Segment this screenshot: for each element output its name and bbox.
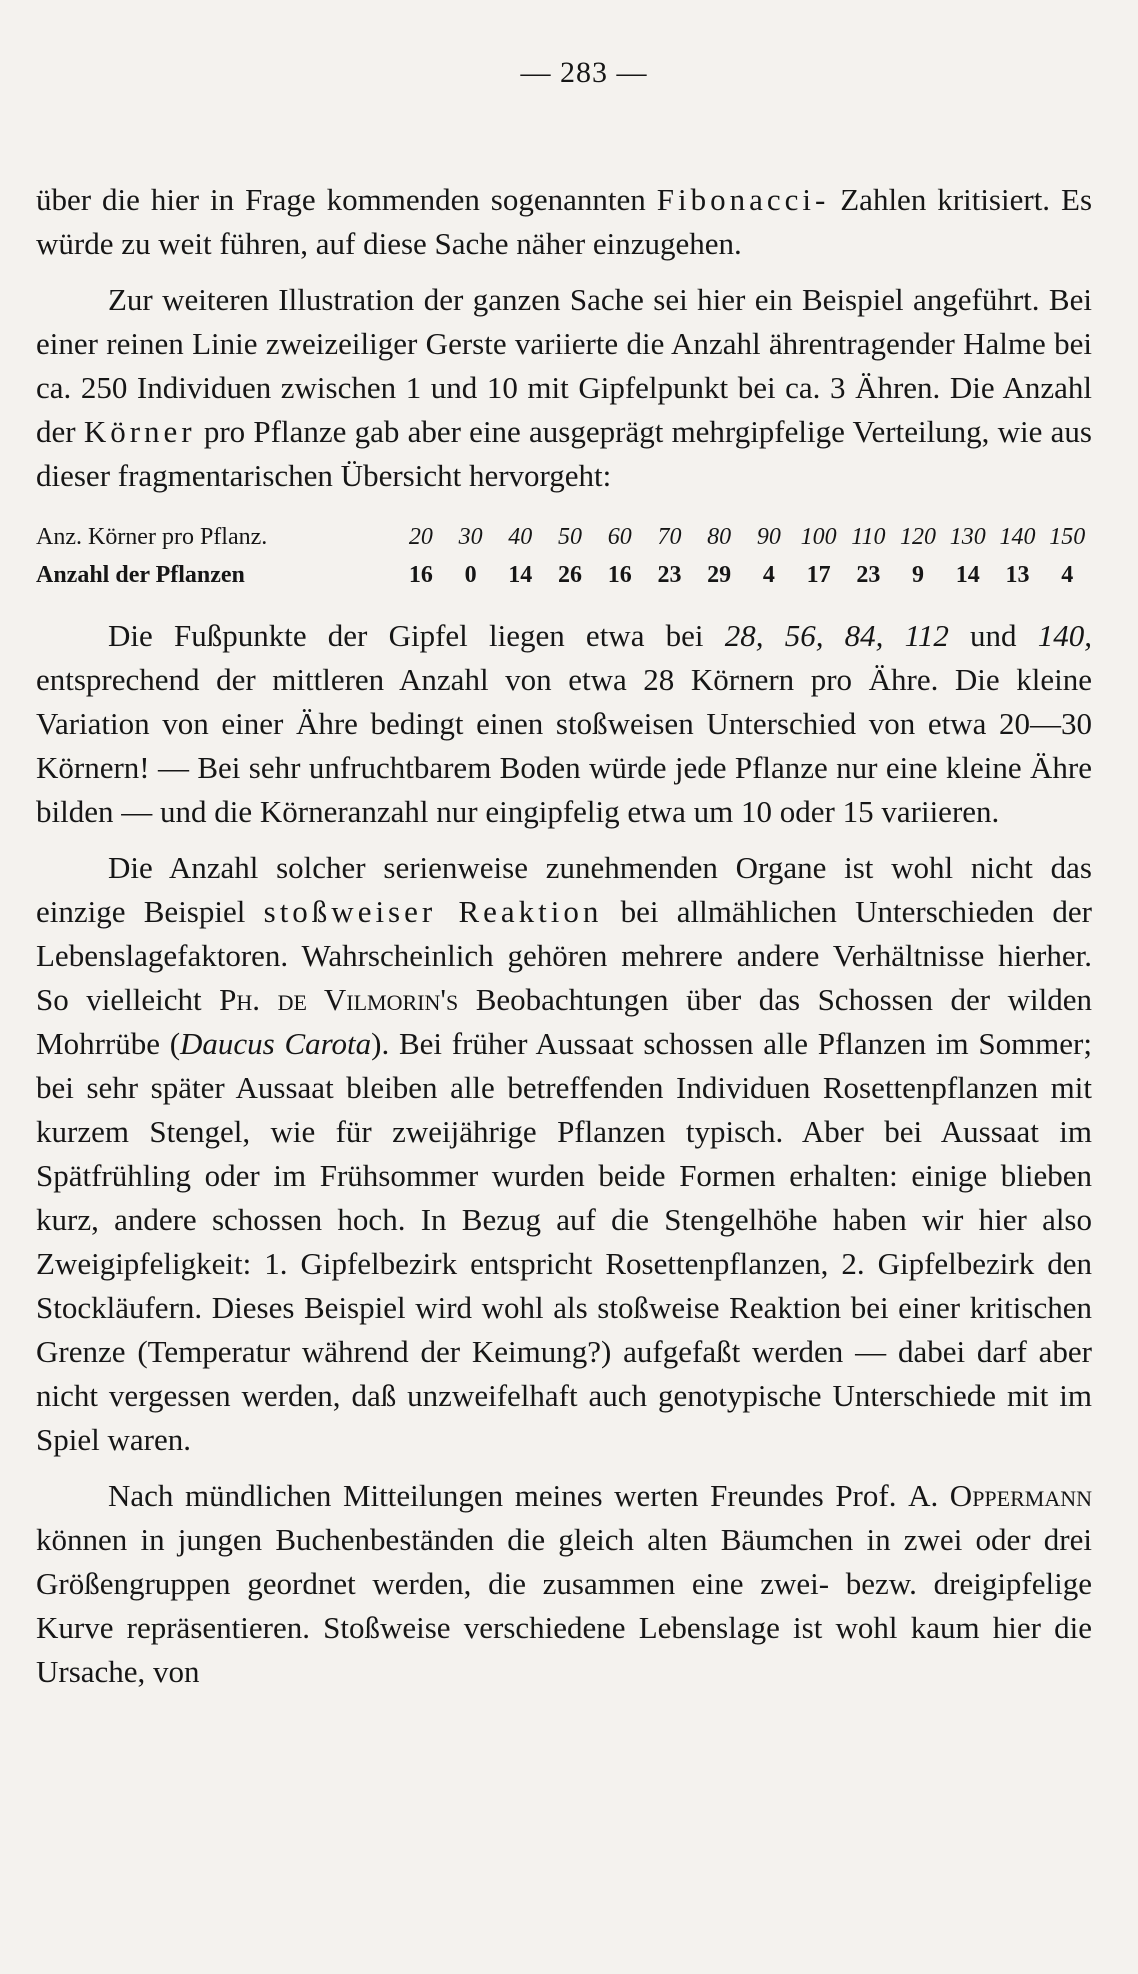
paragraph-5 xyxy=(36,1474,1092,1694)
text-segment: Zahlen kritisiert. Es würde zu weit führen, auf diese Sache näher einzugehen. xyxy=(36,182,1093,261)
text-segment-italic: 140, xyxy=(1037,618,1092,653)
table-header-row xyxy=(36,518,1092,556)
table-cell: 80 xyxy=(707,524,732,550)
text-segment: Die Fußpunkte der Gipfel liegen etwa bei xyxy=(108,618,725,653)
table-cell: 100 xyxy=(800,524,837,550)
table-cell: 110 xyxy=(851,524,886,550)
paragraph-3 xyxy=(36,614,1092,834)
text-segment: bei allmählichen Unterschieden der Lebenslagefaktoren. Wahrscheinlich gehören mehrere andere Verhältnisse hierher. So vielleicht xyxy=(36,894,1093,1017)
table-cell: 4 xyxy=(1061,562,1074,588)
table-row-label: Anz. Körner pro Pflanz. xyxy=(36,524,268,550)
page-number: — 283 — xyxy=(520,56,648,89)
grain-count-table xyxy=(36,518,1092,594)
table-cell: 14 xyxy=(955,562,980,588)
table-cell: 4 xyxy=(762,562,775,588)
table-cell: 9 xyxy=(912,562,925,588)
text-segment: Beobachtungen über das Schossen der wilden Mohrrübe ( xyxy=(36,982,1092,1061)
table-cell: 120 xyxy=(900,524,937,550)
paragraph-2 xyxy=(36,278,1092,498)
text-segment-spaced: Körner xyxy=(83,414,196,449)
table-count-row xyxy=(36,556,1092,594)
table-cell: 26 xyxy=(558,562,583,588)
text-segment: Die Anzahl solcher serienweise zunehmenden Organe ist wohl nicht das einzige Beispiel xyxy=(36,850,1092,929)
text-segment: pro Pflanze gab aber eine ausgeprägt mehrgipfelige Verteilung, wie aus dieser fragmentarischen Übersicht hervorgeht: xyxy=(36,414,1092,493)
table-row-label: Anzahl der Pflanzen xyxy=(36,562,245,588)
table-cell: 23 xyxy=(856,562,881,588)
table-cell: 16 xyxy=(408,562,433,588)
text-segment: entsprechend der mittleren Anzahl von etwa 28 Körnern pro Ähre. Die kleine Variation von einer Ähre bedingt einen stoßweisen Unterschied von etwa 20—30 Körnern! — Bei sehr unfruchtbarem Boden würde jede Pflanze nur eine kleine Ähre bilden — und die Körneranzahl nur eingipfelig etwa um 10 oder 15 variieren. xyxy=(36,662,1092,829)
table-cell: 16 xyxy=(607,562,632,588)
author-name-smallcaps: A. Oppermann xyxy=(908,1478,1092,1513)
species-name-italic: Daucus Carota xyxy=(180,1026,372,1061)
table-cell: 140 xyxy=(999,524,1036,550)
text-segment-spaced: Fibonacci- xyxy=(656,182,830,217)
table-cell: 17 xyxy=(806,562,831,588)
table-cell: 14 xyxy=(508,562,533,588)
text-segment: können in jungen Buchenbeständen die gleich alten Bäumchen in zwei oder drei Größengruppen geordnet werden, die zusammen eine zwei- bezw. dreigipfelige Kurve repräsentieren. Stoßweise verschiedene Lebenslage ist wohl kaum hier die Ursache, von xyxy=(36,1522,1092,1689)
table-cell: 20 xyxy=(408,524,433,550)
table-cell: 30 xyxy=(458,524,483,550)
table-cell: 13 xyxy=(1005,562,1030,588)
text-segment: ). Bei früher Aussaat schossen alle Pflanzen im Sommer; bei sehr später Aussaat bleiben alle betreffenden Individuen Rosettenpflanzen mit kurzem Stengel, wie für zweijährige Pflanzen typisch. Aber bei Aussaat im Spätfrühling oder im Frühsommer wurden beide Formen erhalten: einige blieben kurz, andere schossen hoch. In Bezug auf die Stengelhöhe haben wir hier also Zweigipfeligkeit: 1. Gipfelbezirk entspricht Rosettenpflanzen, 2. Gipfelbezirk den Stockläufern. Dieses Beispiel wird wohl als stoßweise Reaktion bei einer kritischen Grenze (Temperatur während der Keimung?) aufgefaßt werden — dabei darf aber nicht vergessen werden, daß unzweifelhaft auch genotypische Unterschiede mit im Spiel waren. xyxy=(36,1026,1092,1457)
table-cell: 90 xyxy=(756,524,781,550)
table-cell: 70 xyxy=(657,524,682,550)
author-name-smallcaps: Ph. de Vilmorin's xyxy=(219,982,459,1017)
text-segment: und xyxy=(948,618,1038,653)
text-segment-spaced: stoßweiser Reaktion xyxy=(263,894,603,929)
text-segment: Nach mündlichen Mitteilungen meines werten Freundes Prof. xyxy=(108,1478,909,1513)
table-cell: 50 xyxy=(558,524,583,550)
paragraph-4 xyxy=(36,846,1092,1462)
text-segment: Zur weiteren Illustration der ganzen Sache sei hier ein Beispiel angeführt. Bei einer reinen Linie zweizeiliger Gerste variierte die Anzahl ährentragender Halme bei ca. 250 Individuen zwischen 1 und 10 mit Gipfelpunkt bei ca. 3 Ähren. Die Anzahl der xyxy=(36,282,1092,449)
text-segment: über die hier in Frage kommenden sogenannten xyxy=(36,182,657,217)
table-cell: 40 xyxy=(508,524,533,550)
table-cell: 60 xyxy=(607,524,632,550)
table-cell: 150 xyxy=(1049,524,1086,550)
table-cell: 29 xyxy=(707,562,732,588)
table-cell: 23 xyxy=(657,562,682,588)
table-cell: 0 xyxy=(464,562,477,588)
text-segment-italic: 28, 56, 84, 112 xyxy=(724,618,949,653)
paragraph-1 xyxy=(36,178,1092,266)
table-cell: 130 xyxy=(949,524,986,550)
